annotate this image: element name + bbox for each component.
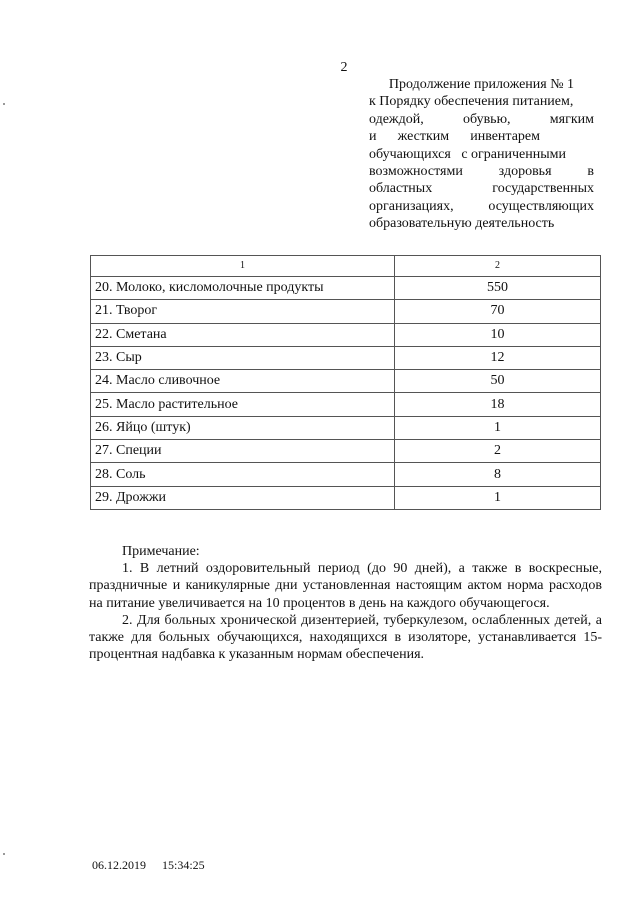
product-name-cell: 22. Сметана xyxy=(91,323,395,346)
heading-line: обучающихся с ограниченными xyxy=(369,146,566,162)
heading-line xyxy=(369,198,594,215)
table-row xyxy=(91,486,601,509)
heading-word: возможностями xyxy=(369,164,463,180)
table-row xyxy=(91,370,601,393)
heading-line xyxy=(369,128,594,145)
heading-line xyxy=(369,180,594,197)
heading-word: и xyxy=(369,129,377,145)
footer-date: 06.12.2019 xyxy=(92,858,146,872)
product-name-cell: 25. Масло растительное xyxy=(91,393,395,416)
heading-word: организациях, xyxy=(369,198,454,214)
heading-line: Продолжение приложения № 1 xyxy=(388,77,575,92)
table-row xyxy=(91,440,601,463)
product-name-cell: 23. Сыр xyxy=(91,346,395,369)
table-row xyxy=(91,300,601,323)
norm-value-cell: 8 xyxy=(395,463,601,486)
table-row xyxy=(91,416,601,439)
norm-value-cell: 18 xyxy=(395,393,601,416)
heading-word: государственных xyxy=(492,181,594,197)
appendix-heading xyxy=(369,76,594,233)
heading-word: жестким xyxy=(397,129,450,145)
note-title: Примечание: xyxy=(122,544,200,559)
page-number: 2 xyxy=(340,60,348,75)
footer-time: 15:34:25 xyxy=(162,858,205,872)
heading-line: к Порядку обеспечения питанием, xyxy=(369,94,574,110)
note-paragraph: 2. Для больных хронической дизентерией, туберкулезом, ослабленных детей, а также для больных обучающихся, находящихся в изоляторе, устанавливается 15-процентная надбавка к указанным нормам обеспечения. xyxy=(89,612,602,663)
table-row xyxy=(91,323,601,346)
heading-word: мягким xyxy=(549,111,594,127)
norm-value-cell: 12 xyxy=(395,346,601,369)
table-row xyxy=(91,346,601,369)
note-paragraph: 1. В летний оздоровительный период (до 90 дней), а также в воскресные, праздничные и каникулярные дни установленная настоящим актом норма расходов на питание увеличивается на 10 процентов в день на каждого обучающегося. xyxy=(89,561,602,611)
product-name-cell: 26. Яйцо (штук) xyxy=(91,416,395,439)
table-row xyxy=(91,463,601,486)
norm-value-cell: 2 xyxy=(395,440,601,463)
product-name-cell: 21. Творог xyxy=(91,300,395,323)
product-name-cell: 28. Соль xyxy=(91,463,395,486)
margin-mark xyxy=(3,853,5,855)
heading-line: образовательную деятельность xyxy=(369,216,555,232)
heading-word: областных xyxy=(369,181,433,197)
note-section xyxy=(89,543,602,663)
product-name-cell: 24. Масло сливочное xyxy=(91,370,395,393)
product-name-cell: 29. Дрожжи xyxy=(91,486,395,509)
norm-value-cell: 70 xyxy=(395,300,601,323)
table-row xyxy=(91,277,601,300)
norm-value-cell: 50 xyxy=(395,370,601,393)
heading-word: обувью, xyxy=(462,111,511,127)
norm-value-cell: 550 xyxy=(395,277,601,300)
table-header-cell: 2 xyxy=(395,256,601,277)
heading-word: здоровья xyxy=(498,164,552,180)
heading-line xyxy=(369,163,594,180)
norm-value-cell: 10 xyxy=(395,323,601,346)
heading-word: одеждой, xyxy=(369,111,424,127)
table-row xyxy=(91,393,601,416)
norms-table xyxy=(90,255,601,510)
product-name-cell: 27. Специи xyxy=(91,440,395,463)
heading-line xyxy=(369,111,594,128)
product-name-cell: 20. Молоко, кисломолочные продукты xyxy=(91,277,395,300)
heading-word: инвентарем xyxy=(470,129,540,145)
norm-value-cell: 1 xyxy=(395,416,601,439)
margin-mark xyxy=(3,103,5,105)
heading-word: осуществляющих xyxy=(488,198,594,214)
table-header-cell: 1 xyxy=(91,256,395,277)
table-header-row xyxy=(91,256,601,277)
heading-word: в xyxy=(587,164,594,180)
norm-value-cell: 1 xyxy=(395,486,601,509)
